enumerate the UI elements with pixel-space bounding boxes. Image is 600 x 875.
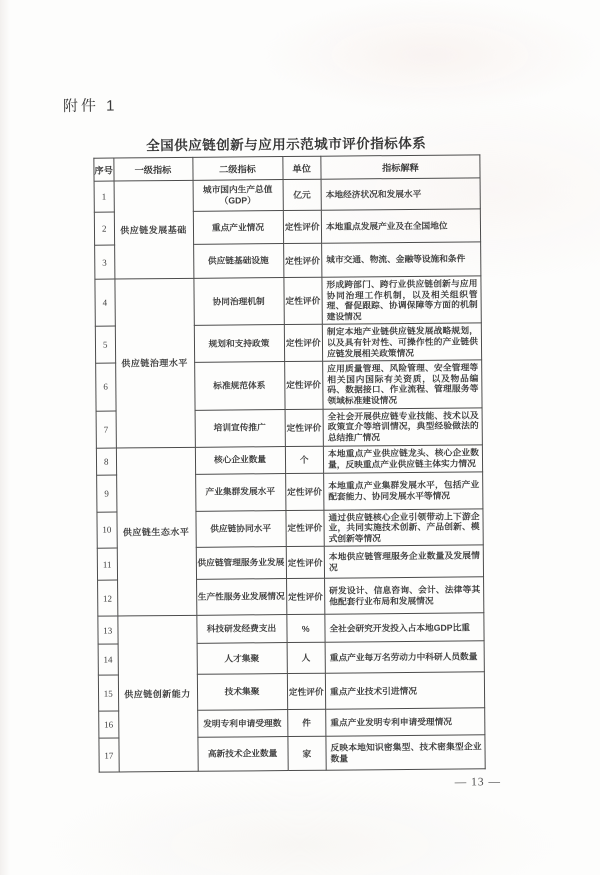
explanation-cell: 重点产业技术引进情况 (325, 672, 484, 709)
level1-indicator-cell: 供应链创新能力 (117, 616, 197, 773)
unit-cell: % (286, 615, 325, 643)
page-number: — 13 — (454, 776, 501, 789)
table-row (95, 276, 481, 327)
row-number-cell: 10 (97, 512, 117, 549)
row-number-cell: 5 (95, 326, 115, 363)
unit-cell: 定性评价 (284, 325, 323, 362)
unit-cell: 定性评价 (283, 243, 322, 277)
row-number-cell: 9 (97, 475, 117, 512)
level2-indicator-cell: 培训宣传推广 (195, 409, 285, 447)
unit-cell: 亿元 (283, 179, 322, 210)
unit-cell: 定性评价 (286, 579, 325, 615)
row-number-cell: 2 (94, 212, 114, 245)
row-number-cell: 13 (98, 616, 118, 644)
row-number-cell: 15 (98, 675, 118, 711)
level2-indicator-cell: 供应链基础设施 (193, 244, 283, 279)
unit-cell: 定性评价 (286, 547, 325, 579)
table-header-row (94, 155, 480, 181)
row-number-cell: 17 (99, 738, 119, 772)
level2-indicator-cell: 核心企业数量 (195, 446, 285, 474)
level2-indicator-cell: 技术集聚 (197, 674, 287, 711)
explanation-cell: 反映本地知识密集型、技术密集型企业数量 (326, 735, 485, 770)
explanation-cell: 重点产业发明专利申请受理情况 (326, 708, 485, 736)
explanation-cell: 研发设计、信息咨询、会计、法律等其他配套行业布局和发展情况 (325, 577, 484, 614)
explanation-cell: 本地重点发展产业及在全国地位 (321, 209, 480, 243)
column-header-level2: 二级指标 (192, 157, 282, 181)
level1-indicator-cell: 供应链发展基础 (114, 180, 194, 279)
level2-indicator-cell: 供应链协同水平 (195, 510, 285, 548)
level2-indicator-cell: 生产性服务业发展情况 (196, 579, 286, 616)
table-row (96, 444, 482, 474)
explanation-cell: 本地重点产业集群发展水平，包括产业配套能力、协同发展水平等情况 (324, 471, 483, 509)
explanation-cell: 全社会研究开发投入占本地GDP比重 (325, 613, 484, 642)
level2-indicator-cell: 高新技术企业数量 (197, 737, 287, 772)
level2-indicator-cell: 供应链管理服务业发展 (196, 547, 286, 580)
row-number-cell: 14 (98, 644, 118, 675)
row-number-cell: 4 (95, 279, 115, 327)
level2-indicator-cell: 科技研发经费支出 (196, 615, 286, 644)
column-header-unit: 单位 (282, 156, 321, 179)
row-number-cell: 8 (96, 448, 116, 475)
level2-indicator-cell: 协同治理机制 (193, 278, 283, 326)
explanation-cell: 制定本地产业链供应链发展战略规划，以及具有针对性、可操作性的产业链供应链发展相关政策情况 (322, 323, 481, 361)
unit-cell: 定性评价 (285, 409, 324, 446)
explanation-cell: 重点产业每万名劳动力中科研人员数量 (325, 641, 484, 673)
level2-indicator-cell: 产业集群发展水平 (195, 473, 285, 511)
row-number-cell: 7 (96, 411, 116, 448)
explanation-cell: 全社会开展供应链专业技能、技术以及政策宣介等培训情况，典型经验做法的总结推广情况 (323, 408, 482, 446)
table-body (94, 178, 485, 773)
column-header-level1: 一级指标 (113, 157, 192, 181)
row-number-cell: 12 (98, 580, 118, 616)
level2-indicator-cell: 人才集聚 (197, 643, 287, 675)
row-number-cell: 3 (95, 245, 115, 279)
level1-indicator-cell: 供应链生态水平 (116, 447, 196, 617)
explanation-cell: 本地供应链管理服务企业数量及发展情况 (324, 545, 483, 578)
explanation-cell: 应用质量管理、风险管理、安全管理等相关国内国际有关资质，以及物品编码、数据接口、作业流程、管理服务等领域标准建设情况 (323, 360, 482, 409)
level2-indicator-cell: 城市国内生产总值 （GDP） (193, 180, 283, 212)
page-title: 全国供应链创新与应用示范城市评价指标体系 (146, 135, 427, 154)
level1-indicator-cell: 供应链治理水平 (114, 278, 194, 447)
explanation-cell: 本地重点产业供应链龙头、核心企业数量，反映重点产业供应链主体实力情况 (323, 444, 482, 472)
explanation-cell: 通过供应链核心企业引领带动上下游企业，共同实施技术创新、产品创新、模式创新等情况 (324, 508, 483, 546)
unit-cell: 人 (287, 643, 326, 674)
level2-indicator-cell: 标准规范体系 (194, 362, 284, 410)
column-header-explain: 指标解释 (321, 155, 480, 179)
unit-cell: 个 (285, 446, 324, 473)
row-number-cell: 16 (99, 711, 119, 738)
row-number-cell: 11 (97, 548, 117, 580)
table-row (94, 178, 480, 212)
evaluation-index-table (93, 154, 485, 773)
level2-indicator-cell: 规划和支持政策 (194, 325, 284, 363)
unit-cell: 家 (287, 737, 326, 771)
unit-cell: 件 (287, 710, 326, 737)
unit-cell: 定性评价 (285, 473, 324, 510)
unit-cell: 定性评价 (283, 277, 322, 325)
row-number-cell: 1 (94, 181, 114, 212)
table-row (98, 613, 484, 644)
attachment-label: 附件 1 (62, 97, 118, 115)
level2-indicator-cell: 发明专利申请受理数 (197, 710, 287, 738)
explanation-cell: 形成跨部门、跨行业供应链创新与应用协同治理工作机制，以及相关组织管理、督促跟踪、协调保障等方面的机制建设情况 (322, 276, 481, 325)
explanation-cell: 城市交通、物流、金融等设施和条件 (322, 242, 481, 277)
level2-indicator-cell: 重点产业情况 (193, 211, 283, 245)
column-header-no: 序号 (94, 158, 114, 181)
row-number-cell: 6 (96, 363, 116, 411)
unit-cell: 定性评价 (283, 210, 322, 243)
unit-cell: 定性评价 (285, 510, 324, 547)
unit-cell: 定性评价 (284, 361, 323, 409)
explanation-cell: 本地经济状况和发展水平 (321, 178, 480, 210)
unit-cell: 定性评价 (287, 674, 326, 710)
